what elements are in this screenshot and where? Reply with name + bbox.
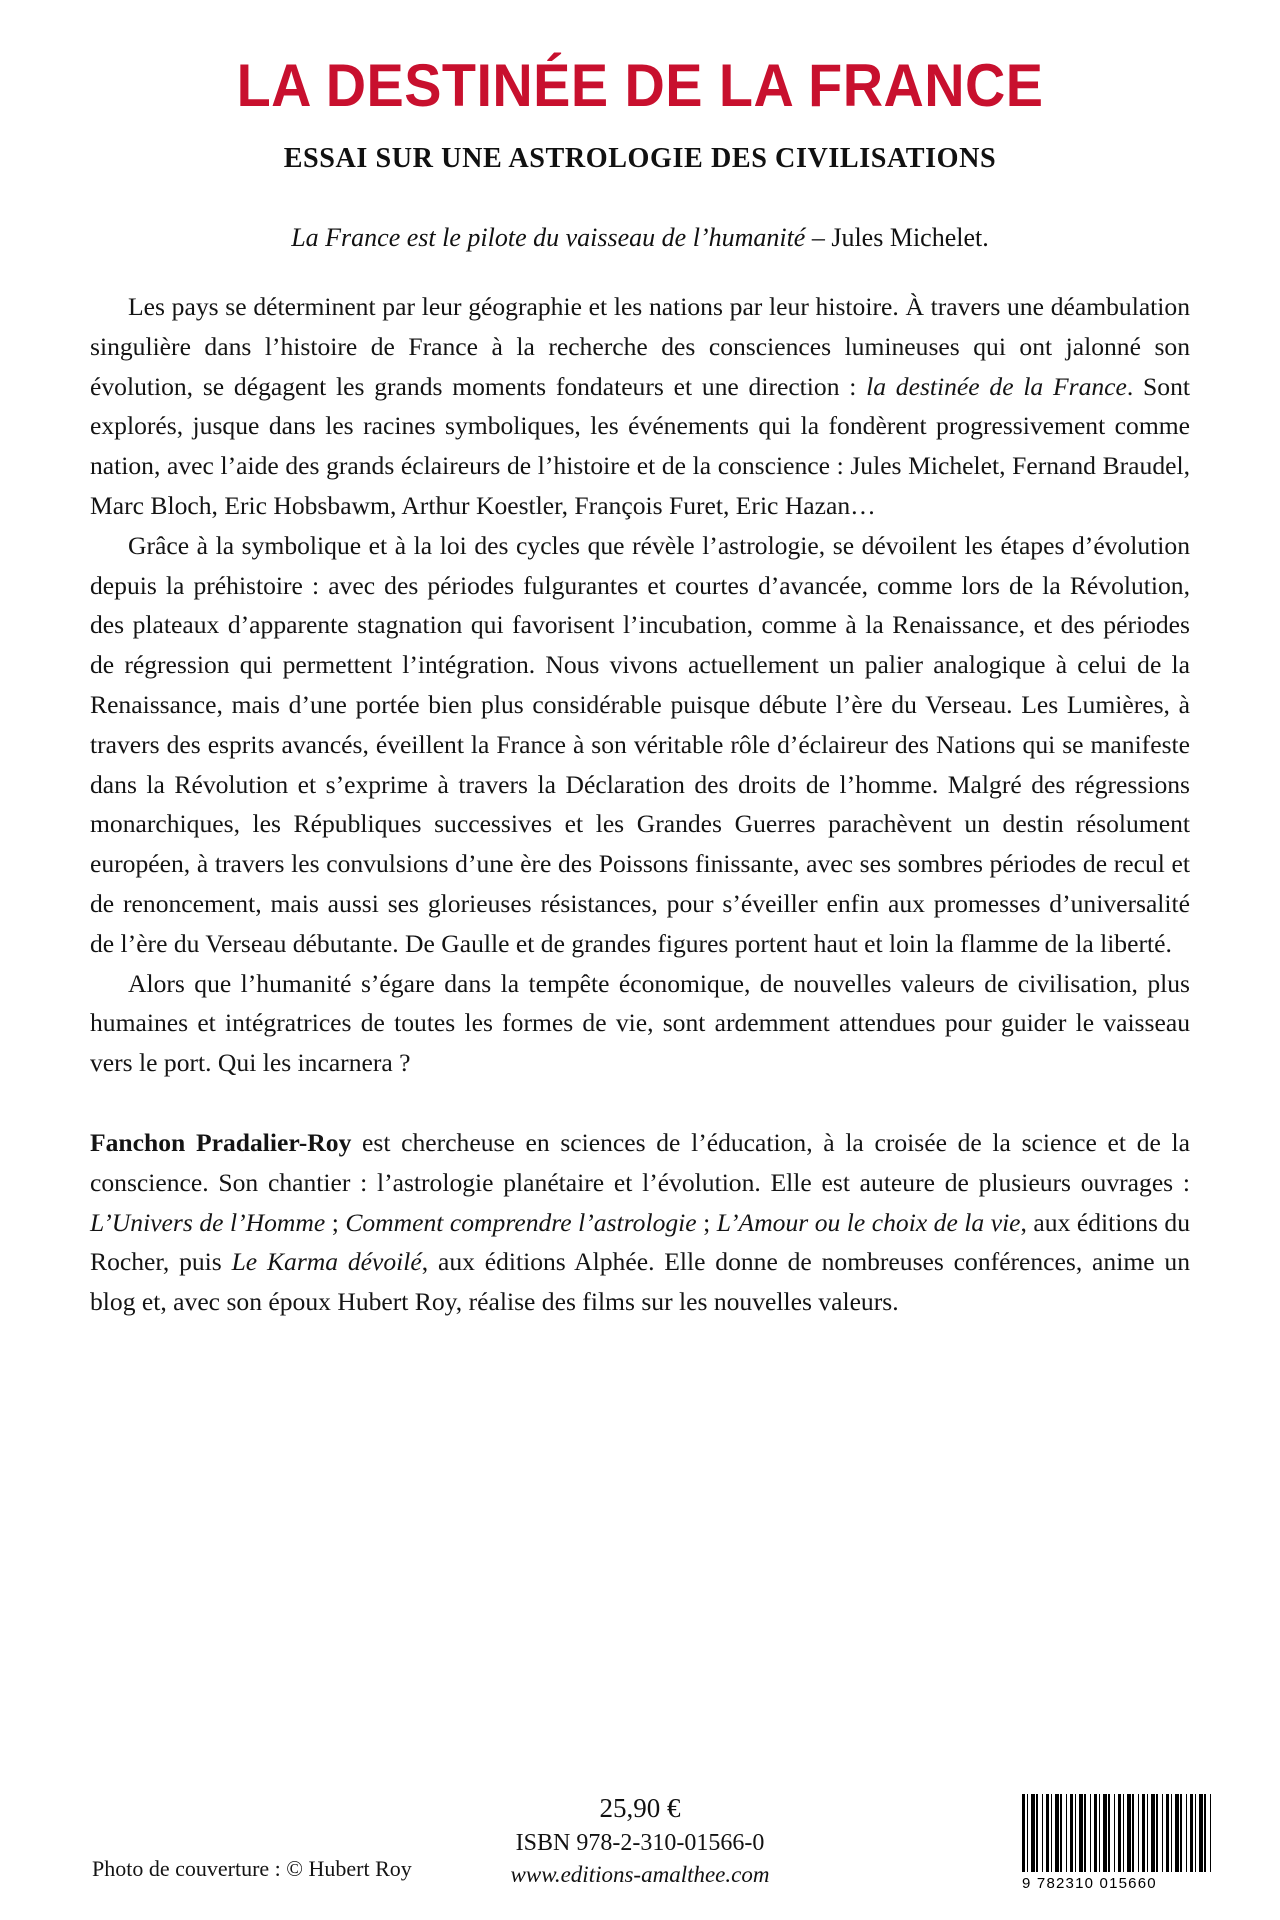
barcode (1022, 1794, 1212, 1892)
blurb-paragraph-3: Alors que l’humanité s’égare dans la tempête économique, de nouvelles valeurs de civilisation, plus humaines et intégratrices de toutes les formes de vie, sont ardemment attendues pour guider le vaisseau vers le port. Qui les incarnera ? (90, 968, 1190, 1078)
blurb-p1-italic-title: la destinée de la France (866, 371, 1127, 401)
footer (0, 1730, 1280, 1920)
publisher-website: www.editions-amalthee.com (510, 1861, 770, 1887)
blurb-body (0, 253, 1280, 1083)
epigraph (0, 175, 1280, 253)
blurb-p1-part1: Les pays se déterminent par leur géographie et les nations par leur histoire. À travers une déambulation singulière dans l’histoire de France à la recherche des consciences lumineuses qui ont jalonné son évolution, se dégagent les grands moments fondateurs et une direction : (90, 292, 1190, 401)
author-bio-sep-1: ; (325, 1207, 346, 1237)
barcode-digits: 9 782310 015660 (1022, 1875, 1157, 1892)
author-book-title-2: Comment comprendre l’astrologie (345, 1207, 697, 1237)
author-bio-text-1: est chercheuse en sciences de l’éducation, à la croisée de la science et de la conscience. Son chantier : l’astrologie planétaire et l’évolution. Elle est auteure de plusieurs ouvrages : (90, 1127, 1190, 1197)
price: 25,90 € (599, 1793, 681, 1824)
author-book-title-3: L’Amour ou le choix de la vie (716, 1207, 1021, 1237)
isbn: ISBN 978-2-310-01566-0 (515, 1829, 765, 1856)
author-name: Fanchon Pradalier-Roy (90, 1127, 352, 1157)
author-bio-text-2: , aux éditions du Rocher, puis (90, 1207, 1190, 1277)
blurb-paragraph-2: Grâce à la symbolique et à la loi des cycles que révèle l’astrologie, se dévoilent les étapes d’évolution depuis la préhistoire : avec des périodes fulgurantes et courtes d’avancée, comme lors de la Révolution, des plateaux d’apparente stagnation qui favorisent l’incubation, comme à la Renaissance, et des périodes de régression qui permettent l’intégration. Nous vivons actuellement un palier analogique à celui de la Renaissance, mais d’une portée bien plus considérable puisque débute l’ère du Verseau. Les Lumières, à travers des esprits avancés, éveillent la France à son véritable rôle d’éclaireur des Nations qui se manifeste dans la Révolution et s’exprime à travers la Déclaration des droits de l’homme. Malgré des régressions monarchiques, les Républiques successives et les Grandes Guerres parachèvent un destin résolument européen, à travers les convulsions d’une ère des Poissons finissante, avec ses sombres périodes de recul et de renoncement, mais aussi ses glorieuses résistances, pour s’éveiller enfin aux promesses d’universalité de l’ère du Verseau débutante. De Gaulle et de grandes figures portent haut et loin la flamme de la liberté. (90, 530, 1190, 958)
page-title: LA DESTINÉE DE LA FRANCE (236, 52, 1044, 119)
author-book-title-4: Le Karma dévoilé (231, 1247, 422, 1277)
author-bio-text-3: , aux éditions Alphée. Elle donne de nombreuses conférences, anime un blog et, avec son époux Hubert Roy, réalise des films sur les nouvelles valeurs. (90, 1247, 1190, 1317)
author-bio-paragraph (90, 1123, 1190, 1322)
author-bio (0, 1083, 1280, 1322)
author-book-title-1: L’Univers de l’Homme (90, 1207, 326, 1237)
page-subtitle: ESSAI SUR UNE ASTROLOGIE DES CIVILISATIONS (283, 142, 997, 174)
barcode-bars-icon (1022, 1794, 1212, 1872)
blurb-paragraph-1 (90, 287, 1190, 526)
photo-credit: Photo de couverture : © Hubert Roy (92, 1856, 412, 1881)
footer-inner (0, 1730, 1280, 1920)
epigraph-attribution: – Jules Michelet. (805, 223, 989, 252)
epigraph-quote: La France est le pilote du vaisseau de l’humanité (291, 223, 806, 252)
blurb-p1-part2: . Sont explorés, jusque dans les racines symboliques, les événements qui la fondèrent progressivement comme nation, avec l’aide des grands éclaireurs de l’histoire et de la conscience : Jules Michelet, Fernand Braudel, Marc Bloch, Eric Hobsbawm, Arthur Koestler, François Furet, Eric Hazan… (90, 371, 1190, 520)
author-bio-sep-2: ; (696, 1207, 717, 1237)
